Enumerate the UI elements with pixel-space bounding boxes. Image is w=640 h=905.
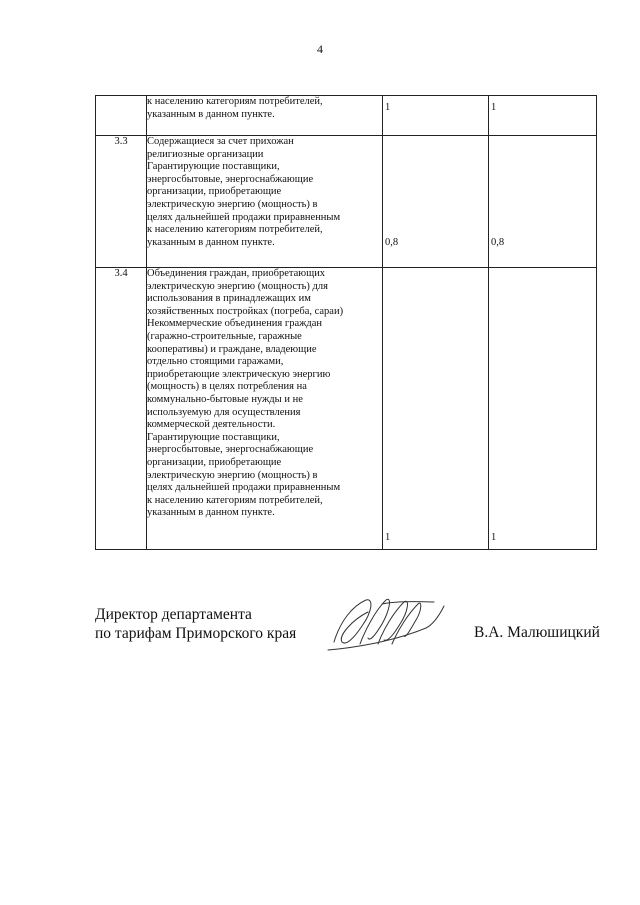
description-line: электрическую энергию (мощность) в xyxy=(147,198,318,210)
table-row xyxy=(96,96,597,136)
handwritten-signature xyxy=(322,592,447,654)
value: 1 xyxy=(385,532,391,544)
description-line: используемую для осуществления xyxy=(147,406,301,418)
description-line: хозяйственных постройках (погреба, сараи) xyxy=(147,305,344,317)
row-description xyxy=(147,136,383,268)
description-line: указанным в данном пункте. xyxy=(147,507,275,519)
description-line: энергосбытовые, энергоснабжающие xyxy=(147,173,314,185)
description-line: отдельно стоящими гаражами, xyxy=(147,356,284,368)
value: 1 xyxy=(491,532,497,544)
description-line: указанным в данном пункте. xyxy=(147,236,275,248)
description-line: Гарантирующие поставщики, xyxy=(147,431,280,443)
page-number: 4 xyxy=(317,42,323,56)
description-line: электрическую энергию (мощность) в xyxy=(147,469,318,481)
description-line: к населению категориям потребителей, xyxy=(147,494,323,506)
description-line: использования в принадлежащих им xyxy=(147,293,311,305)
signatory-name: В.А. Малюшицкий xyxy=(474,624,600,641)
row-number xyxy=(96,96,147,136)
description-line: Объединения граждан, приобретающих xyxy=(147,268,326,279)
value: 1 xyxy=(491,102,497,113)
table-row xyxy=(96,268,597,550)
signatory-title-line: по тарифам Приморского края xyxy=(95,625,297,642)
description-line: приобретающие электрическую энергию xyxy=(147,368,331,380)
description-line: религиозные организации xyxy=(147,148,264,160)
table-row xyxy=(96,136,597,268)
tariff-table xyxy=(95,95,597,550)
description-line: электрическую энергию (мощность) для xyxy=(147,280,328,292)
description-line: энергосбытовые, энергоснабжающие xyxy=(147,444,314,456)
signatory-title-line: Директор департамента xyxy=(95,606,252,623)
description-line: указанным в данном пункте. xyxy=(147,108,275,120)
value-cell xyxy=(489,268,597,550)
row-description xyxy=(147,268,383,550)
value-cell xyxy=(489,136,597,268)
description-line: организации, приобретающие xyxy=(147,456,282,468)
value: 1 xyxy=(385,102,391,113)
description-line: коммунально-бытовые нужды и не xyxy=(147,393,303,405)
value-cell xyxy=(489,96,597,136)
value-cell xyxy=(383,268,489,550)
value: 0,8 xyxy=(385,237,399,249)
description-line: Гарантирующие поставщики, xyxy=(147,161,280,173)
value: 0,8 xyxy=(491,237,505,249)
signatory-title xyxy=(95,605,296,643)
description-line: кооперативы) и граждане, владеющие xyxy=(147,343,317,355)
description-line: Содержащиеся за счет прихожан xyxy=(147,136,294,147)
description-line: (мощность) в целях потребления на xyxy=(147,381,307,393)
value-cell xyxy=(383,96,489,136)
description-line: к населению категориям потребителей, xyxy=(147,96,323,107)
description-line: целях дальнейшей продажи приравненным xyxy=(147,482,341,494)
row-description xyxy=(147,96,383,136)
description-line: целях дальнейшей продажи приравненным xyxy=(147,211,341,223)
value-cell xyxy=(383,136,489,268)
row-number: 3.3 xyxy=(96,136,147,268)
description-line: организации, приобретающие xyxy=(147,186,282,198)
description-line: (гаражно-строительные, гаражные xyxy=(147,330,302,342)
description-line: Некоммерческие объединения граждан xyxy=(147,318,322,330)
description-line: коммерческой деятельности. xyxy=(147,419,276,431)
description-line: к населению категориям потребителей, xyxy=(147,224,323,236)
row-number: 3.4 xyxy=(96,268,147,550)
